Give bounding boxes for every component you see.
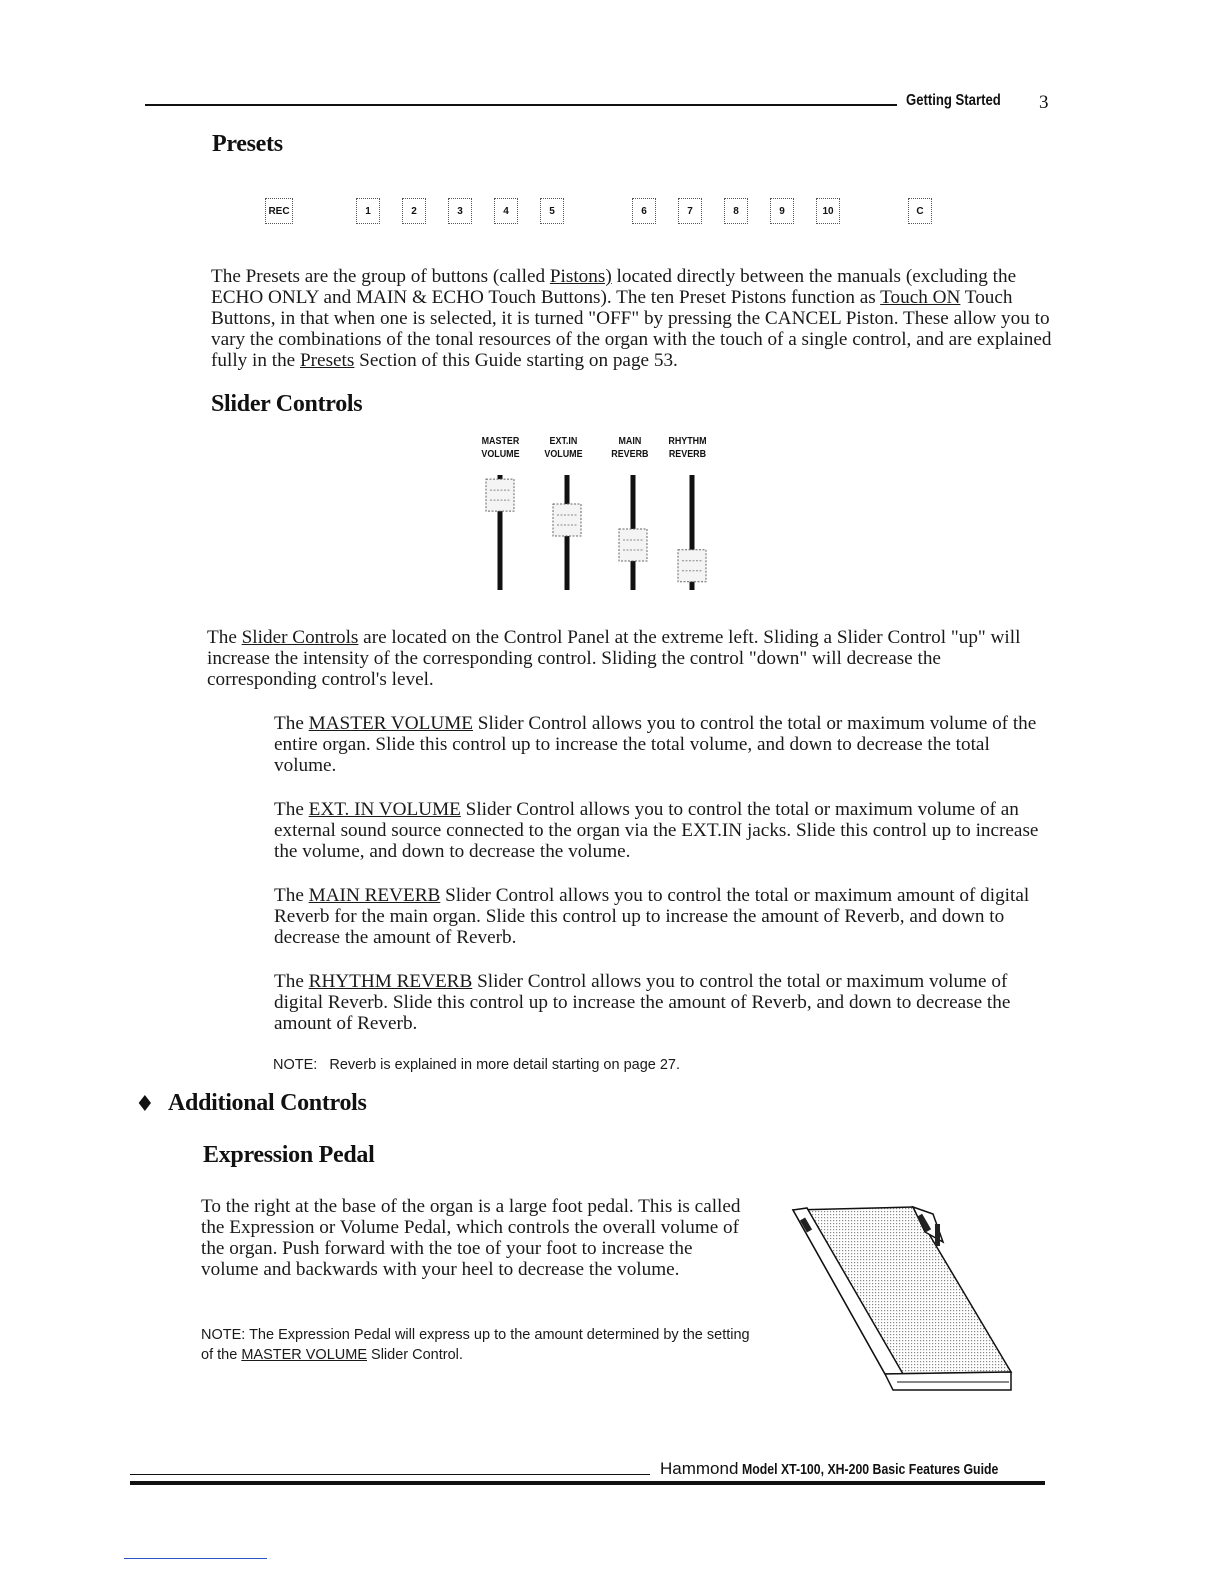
footer-model: Model XT-100, XH-200 Basic Features Guide bbox=[742, 1461, 999, 1478]
slider-label bbox=[611, 435, 648, 461]
preset-piston-3[interactable]: 3 bbox=[448, 198, 472, 224]
preset-piston-10[interactable]: 10 bbox=[816, 198, 840, 224]
slider-knob[interactable] bbox=[553, 504, 581, 536]
underlined-term: Presets bbox=[300, 350, 355, 371]
rhythm-reverb-paragraph bbox=[274, 971, 1052, 1034]
footer-rule-thin bbox=[130, 1474, 650, 1475]
page-number: 3 bbox=[1039, 92, 1049, 113]
preset-piston-8[interactable]: 8 bbox=[724, 198, 748, 224]
slider-label-line: REVERB bbox=[611, 448, 649, 460]
reverb-note: NOTE: Reverb is explained in more detail starting on page 27. bbox=[273, 1057, 681, 1073]
underlined-term: MAIN REVERB bbox=[308, 885, 441, 906]
expression-pedal-note bbox=[201, 1325, 757, 1365]
underlined-term: MASTER VOLUME bbox=[241, 1347, 367, 1363]
preset-piston-9[interactable]: 9 bbox=[770, 198, 794, 224]
text-run: Touch Buttons, in that when one is selected, it is turned "OFF" by pressing the CANCEL Piston. These allow you to vary the combinations of the tonal resources of the organ with the touch of a single control, and are explained fully in the bbox=[211, 287, 1052, 371]
text-run: Slider Control allows you to control the total or maximum amount of digital Reverb for the main organ. Slide this control up to increase the amount of Reverb, and down to decrease the amount of Reverb. bbox=[274, 885, 1030, 948]
slider-label bbox=[668, 435, 706, 461]
text-run: Slider Control. bbox=[367, 1347, 463, 1363]
text-run: NOTE: The Expression Pedal will express up to the amount determined by the setting of the bbox=[201, 1327, 750, 1363]
preset-piston-c[interactable]: C bbox=[908, 198, 932, 224]
header-section-title: Getting Started bbox=[906, 92, 1001, 109]
text-run: Slider Control allows you to control the total or maximum volume of digital Reverb. Slide this control up to increase the amount of Reverb, and down to decrease the amount of Reverb. bbox=[274, 971, 1011, 1034]
footer-brand: Hammond bbox=[660, 1459, 739, 1478]
slider-label bbox=[544, 435, 582, 461]
text-run: Slider Control allows you to control the total or maximum volume of the entire organ. Slide this control up to increase the total volume, and down to decrease the total volume. bbox=[274, 713, 1037, 776]
slider-label-line: VOLUME bbox=[544, 448, 583, 460]
additional-controls-heading: Additional Controls bbox=[168, 1090, 367, 1116]
preset-piston-5[interactable]: 5 bbox=[540, 198, 564, 224]
text-run: The Presets are the group of buttons (called bbox=[211, 266, 550, 287]
main-reverb-paragraph bbox=[274, 885, 1052, 948]
preset-piston-rec[interactable]: REC bbox=[265, 198, 293, 224]
text-run: Slider Control allows you to control the total or maximum volume of an external sound source connected to the organ via the EXT.IN jacks. Slide this control up to increase the volume, and down to decrease the volume. bbox=[274, 799, 1039, 862]
slider-controls-heading: Slider Controls bbox=[211, 391, 363, 417]
presets-paragraph bbox=[211, 266, 1053, 371]
preset-piston-6[interactable]: 6 bbox=[632, 198, 656, 224]
text-run: The bbox=[274, 971, 309, 992]
underlined-term: Pistons) bbox=[549, 266, 612, 287]
slider-label-line: EXT.IN bbox=[549, 435, 578, 447]
page-mark-rule bbox=[124, 1558, 267, 1559]
underlined-term: EXT. IN VOLUME bbox=[308, 799, 461, 820]
slider-label-line: VOLUME bbox=[481, 448, 520, 460]
preset-piston-1[interactable]: 1 bbox=[356, 198, 380, 224]
presets-heading: Presets bbox=[212, 131, 283, 157]
header-rule bbox=[145, 104, 897, 106]
slider-knob[interactable] bbox=[619, 529, 647, 561]
diamond-bullet-icon: ♦ bbox=[135, 1092, 155, 1117]
footer-rule-thick bbox=[130, 1481, 1045, 1485]
text-run: To the right at the base of the organ is a large foot pedal. This is called the Expression or Volume Pedal, which controls the overall volume of the organ. Push forward with the toe of your foot to increase the volume and backwards with your heel to decrease the volume. bbox=[201, 1196, 741, 1280]
text-run: The bbox=[274, 885, 309, 906]
footer-text bbox=[660, 1459, 1055, 1479]
text-run: Section of this Guide starting on page 53. bbox=[354, 350, 678, 371]
ext-in-volume-paragraph bbox=[274, 799, 1052, 862]
text-run: The bbox=[274, 713, 309, 734]
preset-piston-2[interactable]: 2 bbox=[402, 198, 426, 224]
expression-pedal-icon bbox=[785, 1202, 1020, 1397]
underlined-term: RHYTHM REVERB bbox=[308, 971, 473, 992]
expression-pedal-illustration bbox=[785, 1202, 1020, 1397]
underlined-term: Slider Controls bbox=[241, 627, 359, 648]
slider-knob[interactable] bbox=[678, 550, 706, 582]
expression-pedal-heading: Expression Pedal bbox=[203, 1142, 375, 1168]
slider-knob[interactable] bbox=[486, 479, 514, 511]
underlined-term: Touch ON bbox=[880, 287, 961, 308]
text-run: located directly between the manuals (excluding the ECHO ONLY and MAIN & ECHO Touch Buttons). The ten Preset Pistons function as bbox=[211, 266, 1017, 308]
slider-label-line: REVERB bbox=[668, 448, 707, 460]
preset-piston-7[interactable]: 7 bbox=[678, 198, 702, 224]
text-run: are located on the Control Panel at the extreme left. Sliding a Slider Control "up" will increase the intensity of the corresponding control. Sliding the control "down" will decrease the corresponding control's level. bbox=[207, 627, 1021, 690]
master-volume-paragraph bbox=[274, 713, 1052, 776]
slider-label-line: MAIN bbox=[618, 435, 642, 447]
text-run: The bbox=[207, 627, 242, 648]
preset-piston-4[interactable]: 4 bbox=[494, 198, 518, 224]
underlined-term: MASTER VOLUME bbox=[308, 713, 473, 734]
expression-pedal-paragraph bbox=[201, 1196, 753, 1280]
slider-label bbox=[481, 435, 519, 461]
slider-intro-paragraph bbox=[207, 627, 1052, 690]
slider-label-line: MASTER bbox=[481, 435, 520, 447]
slider-label-line: RHYTHM bbox=[668, 435, 707, 447]
text-run: The bbox=[274, 799, 309, 820]
